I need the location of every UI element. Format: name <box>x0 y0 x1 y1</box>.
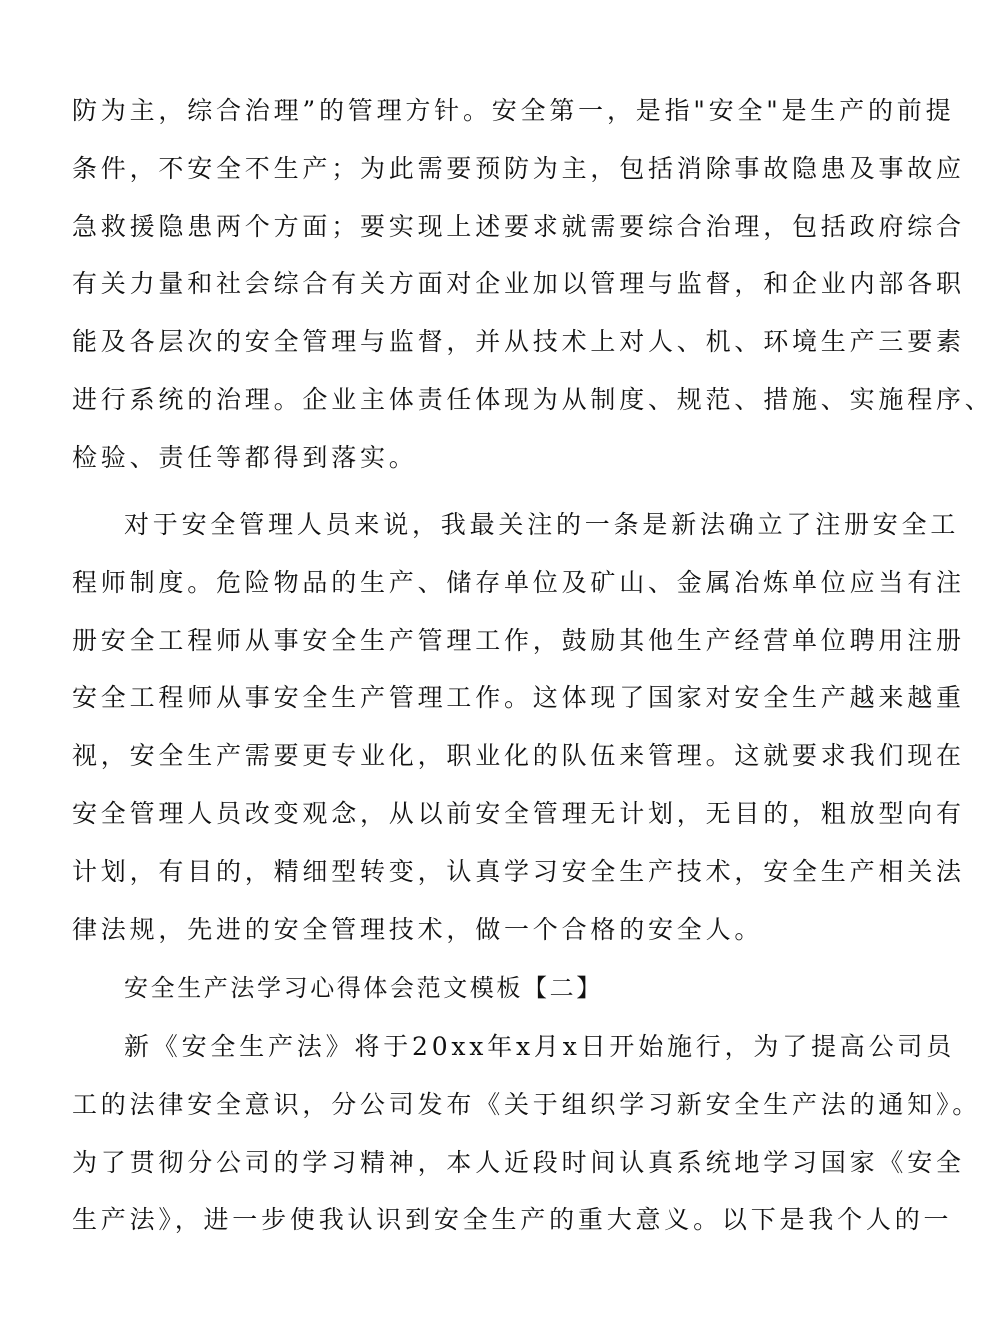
text-line: 对于安全管理人员来说，我最关注的一条是新法确立了注册安全工 <box>124 510 960 539</box>
text-line: 工的法律安全意识，分公司发布《关于组织学习新安全生产法的通知》。 <box>72 1089 982 1119</box>
paragraph-management-policy <box>72 82 994 487</box>
text-line: 进行系统的治理。企业主体责任体现为从制度、规范、措施、实施程序、 <box>72 384 994 414</box>
text-line: 生产法》，进一步使我认识到安全生产的重大意义。以下是我个人的一 <box>72 1205 953 1235</box>
section-title: 安全生产法学习心得体会范文模板【二】 <box>124 974 603 1002</box>
text-line: 安全工程师从事安全生产管理工作。这体现了国家对安全生产越来越重 <box>72 683 965 713</box>
text-line: 急救援隐患两个方面；要实现上述要求就需要综合治理，包括政府综合 <box>72 211 965 241</box>
text-line: 册安全工程师从事安全生产管理工作，鼓励其他生产经营单位聘用注册 <box>72 625 965 655</box>
text-line: 检验、责任等都得到落实。 <box>72 442 418 472</box>
paragraph-new-law <box>72 1018 982 1249</box>
text-line: 程师制度。危险物品的生产、储存单位及矿山、金属冶炼单位应当有注 <box>72 567 965 597</box>
text-line: 视，安全生产需要更专业化，职业化的队伍来管理。这就要求我们现在 <box>72 741 965 771</box>
text-line: 新《安全生产法》将于20xx年x月x日开始施行，为了提高公司员 <box>124 1032 956 1061</box>
paragraph-safety-engineer <box>72 496 965 958</box>
text-line: 为了贯彻分公司的学习精神，本人近段时间认真系统地学习国家《安全 <box>72 1147 965 1177</box>
text-line: 条件，不安全不生产；为此需要预防为主，包括消除事故隐患及事故应 <box>72 153 965 183</box>
text-line: 计划，有目的，精细型转变，认真学习安全生产技术，安全生产相关法 <box>72 856 965 886</box>
text-line: 有关力量和社会综合有关方面对企业加以管理与监督，和企业内部各职 <box>72 269 965 299</box>
text-line: 能及各层次的安全管理与监督，并从技术上对人、机、环境生产三要素 <box>72 327 965 357</box>
text-line: 安全管理人员改变观念，从以前安全管理无计划，无目的，粗放型向有 <box>72 798 965 828</box>
section-heading <box>72 960 880 1018</box>
text-line: 律法规，先进的安全管理技术，做一个合格的安全人。 <box>72 914 764 944</box>
text-line: 防为主，综合治理”的管理方针。安全第一，是指"安全"是生产的前提 <box>72 96 955 125</box>
